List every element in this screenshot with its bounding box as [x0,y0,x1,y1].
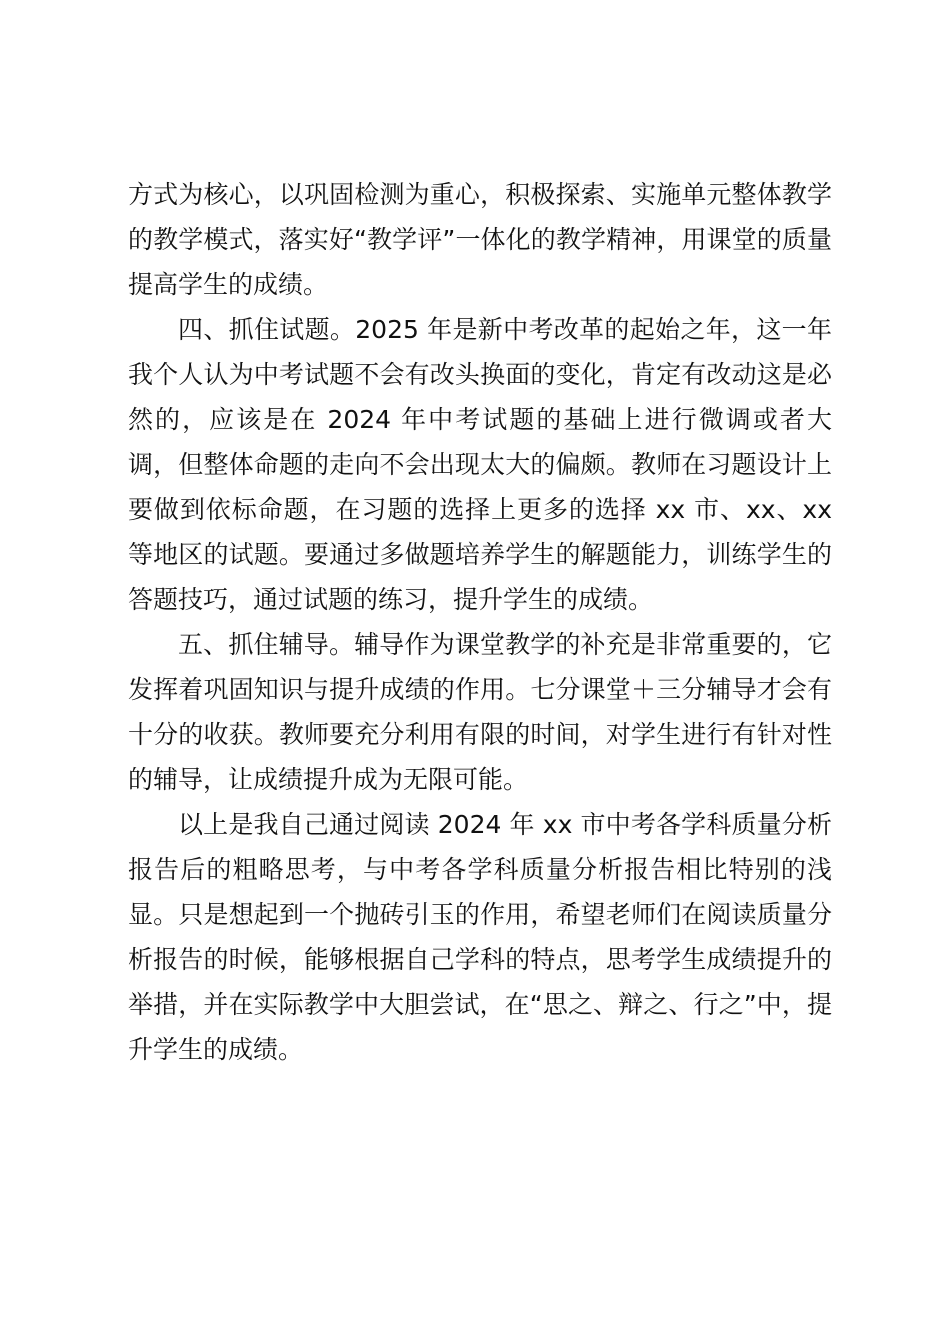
paragraph-exam-questions: 四、抓住试题。2025 年是新中考改革的起始之年，这一年我个人认为中考试题不会有改头换面的变化，肯定有改动这是必然的，应该是在 2024 年中考试题的基础上进行微调或者大调，但整体命题的走向不会出现太大的偏颇。教师在习题设计上要做到依标命题，在习题的选择上更多的选择 xx 市、xx、xx 等地区的试题。要通过多做题培养学生的解题能力，训练学生的答题技巧，通过试题的练习，提升学生的成绩。 [128,315,832,614]
paragraph-conclusion: 以上是我自己通过阅读 2024 年 xx 市中考各学科质量分析报告后的粗略思考，与中考各学科质量分析报告相比特别的浅显。只是想起到一个抛砖引玉的作用，希望老师们在阅读质量分析报告的时候，能够根据自己学科的特点，思考学生成绩提升的举措，并在实际教学中大胆尝试，在“思之、辩之、行之”中，提升学生的成绩。 [128,810,832,1064]
paragraph-tutoring: 五、抓住辅导。辅导作为课堂教学的补充是非常重要的，它发挥着巩固知识与提升成绩的作用。七分课堂＋三分辅导才会有十分的收获。教师要充分利用有限的时间，对学生进行有针对性的辅导，让成绩提升成为无限可能。 [128,630,832,794]
paragraph-teaching-mode: 方式为核心，以巩固检测为重心，积极探索、实施单元整体教学的教学模式，落实好“教学评”一体化的教学精神，用课堂的质量提高学生的成绩。 [128,180,832,299]
document-body [128,172,832,1072]
